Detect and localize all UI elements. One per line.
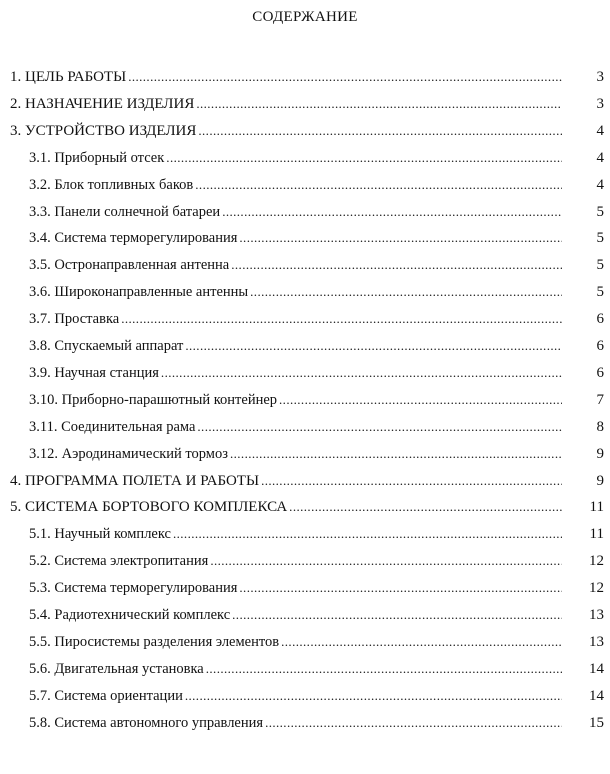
toc-entry-page-number: 14 [589, 661, 604, 677]
toc-entry-page-number: 12 [589, 553, 604, 569]
toc-entry-page-number: 5 [596, 257, 604, 273]
toc-leader-dots [250, 284, 562, 300]
toc-leader-dots [185, 688, 562, 704]
toc-leader-dots [185, 338, 562, 354]
toc-leader-dots [232, 607, 562, 623]
toc-entry-label: 5. СИСТЕМА БОРТОВОГО КОМПЛЕКСА [10, 499, 288, 515]
toc-entry-label: 5.1. Научный комплекс [29, 526, 171, 542]
toc-entry-page-number: 4 [596, 150, 604, 166]
toc-entry-page-number: 11 [589, 499, 604, 515]
toc-entry-label: 5.7. Система ориентации [29, 688, 183, 704]
toc-entry-label: 3.2. Блок топливных баков [29, 177, 194, 193]
toc-entry-page-number: 5 [596, 204, 604, 220]
toc-leader-dots [197, 419, 562, 435]
toc-entry-label: 4. ПРОГРАММА ПОЛЕТА И РАБОТЫ [10, 473, 260, 489]
toc-entry-page-number: 9 [596, 446, 604, 462]
toc-entry-label: 5.8. Система автономного управления [29, 715, 264, 731]
toc-entry-page-number: 4 [596, 177, 604, 193]
toc-entry-label: 3.10. Приборно-парашютный контейнер [29, 392, 278, 408]
toc-entry-label: 3. УСТРОЙСТВО ИЗДЕЛИЯ [10, 123, 197, 139]
toc-entry-label: 3.9. Научная станция [29, 365, 159, 381]
toc-entry-label: 3.12. Аэродинамический тормоз [29, 446, 228, 462]
toc-leader-dots [289, 499, 562, 515]
toc-entry [0, 715, 610, 735]
toc-entry [0, 661, 610, 681]
toc-entry-page-number: 13 [589, 607, 604, 623]
toc-entry-page-number: 13 [589, 634, 604, 650]
toc-entry [0, 150, 610, 170]
toc-leader-dots [239, 580, 562, 596]
toc-entry-page-number: 6 [596, 365, 604, 381]
toc-entry-page-number: 3 [596, 69, 604, 85]
toc-entry [0, 123, 610, 143]
toc-entry-page-number: 12 [589, 580, 604, 596]
toc-entry-label: 3.1. Приборный отсек [29, 150, 165, 166]
toc-leader-dots [230, 446, 562, 462]
toc-entry-label: 5.3. Система терморегулирования [29, 580, 238, 596]
toc-leader-dots [195, 177, 562, 193]
toc-entry [0, 257, 610, 277]
toc-entry-label: 5.5. Пиросистемы разделения элементов [29, 634, 280, 650]
toc-leader-dots [222, 204, 562, 220]
toc-entry-page-number: 3 [596, 96, 604, 112]
toc-entry-page-number: 5 [596, 230, 604, 246]
toc-entry-page-number: 11 [589, 526, 604, 542]
toc-leader-dots [265, 715, 562, 731]
toc-entry-label: 5.4. Радиотехнический комплекс [29, 607, 231, 623]
toc-entry-label: 3.5. Остронаправленная антенна [29, 257, 230, 273]
toc-entry [0, 96, 610, 116]
toc-leader-dots [198, 123, 562, 139]
toc-leader-dots [161, 365, 562, 381]
toc-entry [0, 419, 610, 439]
toc-entry-label: 3.8. Спускаемый аппарат [29, 338, 184, 354]
toc-leader-dots [128, 69, 562, 85]
toc-entry-page-number: 9 [596, 473, 604, 489]
toc-leader-dots [173, 526, 562, 542]
toc-entry [0, 392, 610, 412]
toc-leader-dots [279, 392, 562, 408]
toc-entry-label: 5.2. Система электропитания [29, 553, 209, 569]
toc-leader-dots [121, 311, 562, 327]
toc-leader-dots [206, 661, 562, 677]
toc-leader-dots [196, 96, 562, 112]
toc-entry [0, 473, 610, 493]
toc-entry-label: 1. ЦЕЛЬ РАБОТЫ [10, 69, 127, 85]
toc-leader-dots [166, 150, 562, 166]
toc-entry [0, 580, 610, 600]
toc-entry-page-number: 15 [589, 715, 604, 731]
toc-entry-label: 3.4. Система терморегулирования [29, 230, 238, 246]
toc-entry [0, 69, 610, 89]
toc-entry [0, 499, 610, 519]
toc-entry [0, 688, 610, 708]
toc-entry-label: 3.7. Проставка [29, 311, 120, 327]
toc-entry [0, 526, 610, 546]
toc-entry [0, 204, 610, 224]
toc-entry [0, 230, 610, 250]
toc-entry-label: 3.11. Соединительная рама [29, 419, 196, 435]
toc-entry-label: 5.6. Двигательная установка [29, 661, 204, 677]
page-title: СОДЕРЖАНИЕ [252, 9, 358, 25]
toc-entry [0, 634, 610, 654]
toc-leader-dots [281, 634, 562, 650]
toc-entry-page-number: 6 [596, 311, 604, 327]
toc-leader-dots [239, 230, 562, 246]
toc-entry [0, 177, 610, 197]
toc-entry [0, 553, 610, 573]
toc-entry [0, 446, 610, 466]
toc-entry [0, 284, 610, 304]
toc-leader-dots [261, 473, 562, 489]
toc-entry-page-number: 4 [596, 123, 604, 139]
toc-entry-page-number: 7 [596, 392, 604, 408]
toc-leader-dots [231, 257, 562, 273]
toc-leader-dots [210, 553, 562, 569]
toc-entry [0, 338, 610, 358]
toc-entry [0, 365, 610, 385]
toc-entry-label: 3.6. Широконаправленные антенны [29, 284, 249, 300]
toc-entry-page-number: 14 [589, 688, 604, 704]
toc-entry-label: 2. НАЗНАЧЕНИЕ ИЗДЕЛИЯ [10, 96, 195, 112]
toc-entry-page-number: 8 [596, 419, 604, 435]
toc-entry-label: 3.3. Панели солнечной батареи [29, 204, 221, 220]
toc-entry [0, 607, 610, 627]
toc-entry [0, 311, 610, 331]
toc-entry-page-number: 6 [596, 338, 604, 354]
toc-entry-page-number: 5 [596, 284, 604, 300]
